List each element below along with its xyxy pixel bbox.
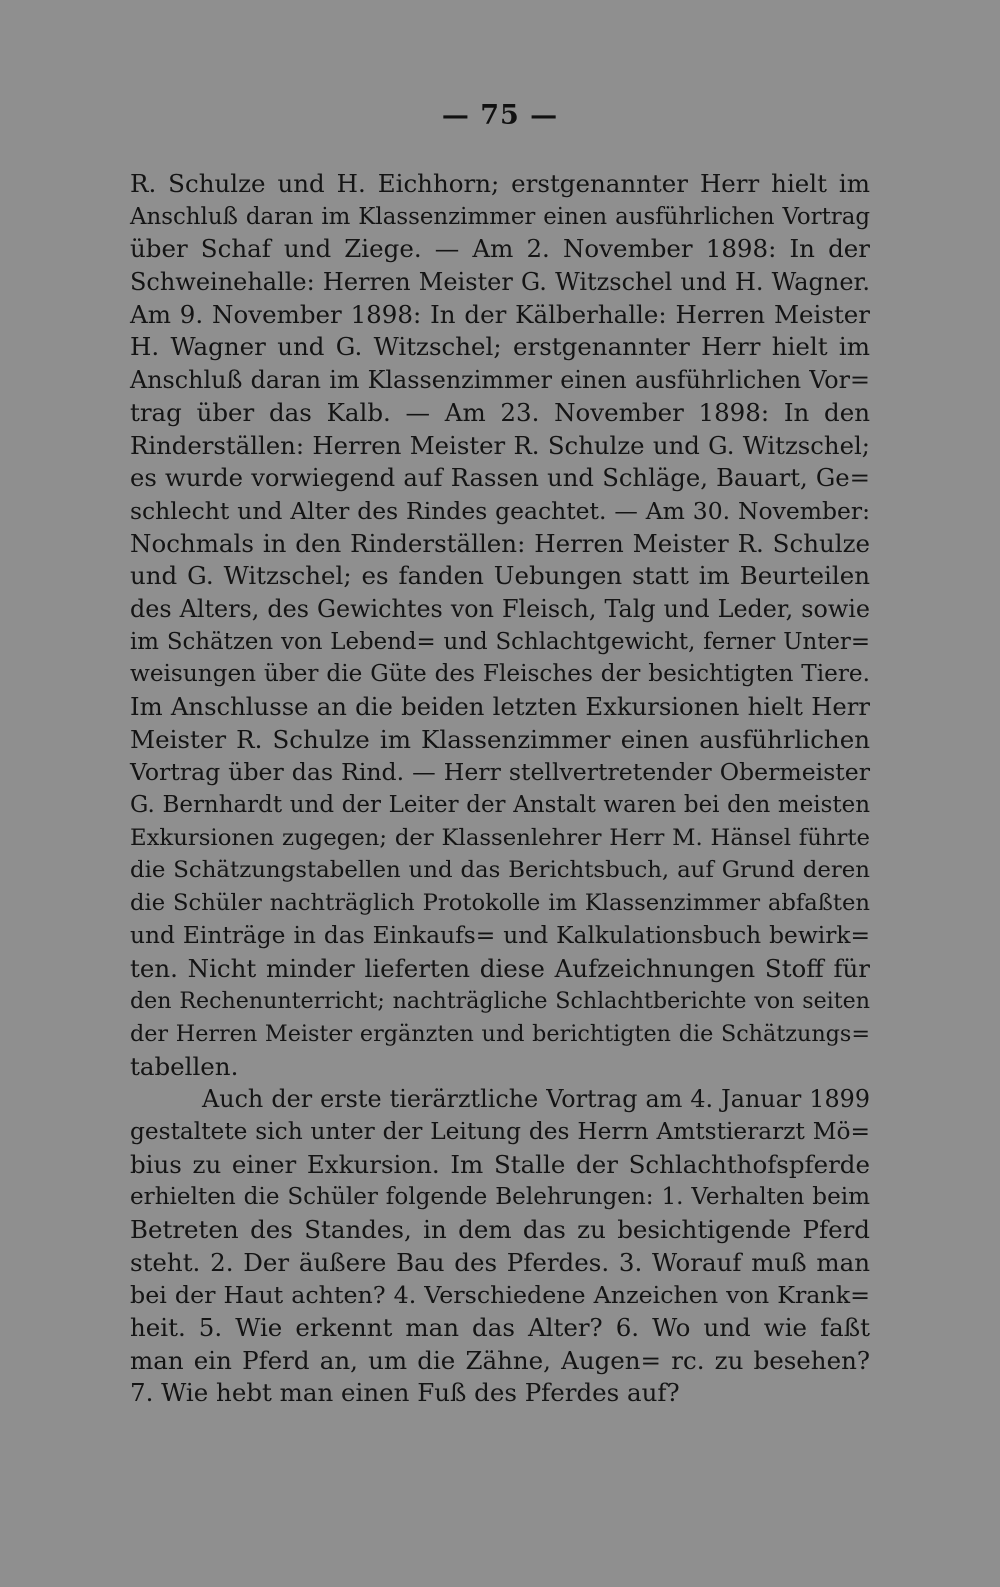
text-line: weisungen über die Güte des Fleisches der besichtigten Tiere. xyxy=(130,660,870,688)
text-line: Rinderställen: Herren Meister R. Schulze und G. Witzschel; xyxy=(130,430,870,460)
paragraph-2 xyxy=(130,1083,870,1410)
text-line: steht. 2. Der äußere Bau des Pferdes. 3. Worauf muß man xyxy=(130,1247,870,1277)
text-line: es wurde vorwiegend auf Rassen und Schläge, Bauart, Ge= xyxy=(130,463,870,493)
text-line: Betreten des Standes, in dem das zu besichtigende Pferd xyxy=(130,1215,870,1244)
text-line: die Schüler nachträglich Protokolle im Klassenzimmer abfaßten xyxy=(130,890,870,917)
text-line: Meister R. Schulze im Klassenzimmer einen ausführlichen xyxy=(130,724,870,754)
text-line: Anschluß daran im Klassenzimmer einen ausführlichen Vor= xyxy=(130,366,870,395)
text-line: schlecht und Alter des Rindes geachtet. — Am 30. November: xyxy=(130,496,870,525)
text-line: Im Anschlusse an die beiden letzten Exkursionen hielt Herr xyxy=(130,692,870,721)
text-line: gestaltete sich unter der Leitung des Herrn Amtstierarzt Mö= xyxy=(130,1117,870,1145)
text-line: erhielten die Schüler folgende Belehrungen: 1. Verhalten beim xyxy=(130,1184,870,1211)
text-line: der Herren Meister ergänzten und berichtigten die Schätzungs= xyxy=(130,1020,870,1047)
text-line: den Rechenunterricht; nachträgliche Schlachtberichte von seiten xyxy=(130,988,870,1015)
text-line: Vortrag über das Rind. — Herr stellvertretender Obermeister xyxy=(130,758,870,787)
text-line: und G. Witzschel; es fanden Uebungen statt im Beurteilen xyxy=(130,561,870,591)
text-line: des Alters, des Gewichtes von Fleisch, Talg und Leder, sowie xyxy=(130,594,870,623)
text-line: und Einträge in das Einkaufs= und Kalkulationsbuch bewirk= xyxy=(130,921,870,949)
text-line: Am 9. November 1898: In der Kälberhalle: Herren Meister xyxy=(130,299,870,329)
text-line: Anschluß daran im Klassenzimmer einen ausführlichen Vortrag xyxy=(130,203,870,230)
text-line: Auch der erste tierärztliche Vortrag am 4. Januar 1899 xyxy=(202,1085,870,1114)
text-line: H. Wagner und G. Witzschel; erstgenannter Herr hielt im xyxy=(130,332,870,362)
text-line: 7. Wie hebt man einen Fuß des Pferdes auf? xyxy=(130,1378,680,1408)
text-line: bius zu einer Exkursion. Im Stalle der Schlachthofspferde xyxy=(130,1149,870,1179)
paragraph-1 xyxy=(130,168,870,1083)
text-line: R. Schulze und H. Eichhorn; erstgenannter Herr hielt im xyxy=(130,169,870,198)
text-line: trag über das Kalb. — Am 23. November 1898: In den xyxy=(130,397,870,427)
text-line: die Schätzungstabellen und das Berichtsbuch, auf Grund deren xyxy=(130,857,870,884)
text-line: im Schätzen von Lebend= und Schlachtgewicht, ferner Unter= xyxy=(130,628,870,655)
text-line: man ein Pferd an, um die Zähne, Augen= rc. zu besehen? xyxy=(130,1345,870,1375)
text-line: Nochmals in den Rinderställen: Herren Meister R. Schulze xyxy=(130,528,870,558)
text-line: G. Bernhardt und der Leiter der Anstalt waren bei den meisten xyxy=(130,792,870,819)
text-line: bei der Haut achten? 4. Verschiedene Anzeichen von Krank= xyxy=(130,1281,870,1310)
text-line: über Schaf und Ziege. — Am 2. November 1898: In der xyxy=(130,234,870,264)
page-number: — 75 — xyxy=(441,100,559,131)
text-line: Schweinehalle: Herren Meister G. Witzschel und H. Wagner. xyxy=(130,268,870,297)
text-line: Exkursionen zugegen; der Klassenlehrer Herr M. Hänsel führte xyxy=(130,824,870,851)
body-text xyxy=(130,168,870,1410)
text-line: tabellen. xyxy=(130,1051,239,1081)
text-line: ten. Nicht minder lieferten diese Aufzeichnungen Stoff für xyxy=(130,953,870,983)
text-line: heit. 5. Wie erkennt man das Alter? 6. Wo und wie faßt xyxy=(130,1313,870,1343)
